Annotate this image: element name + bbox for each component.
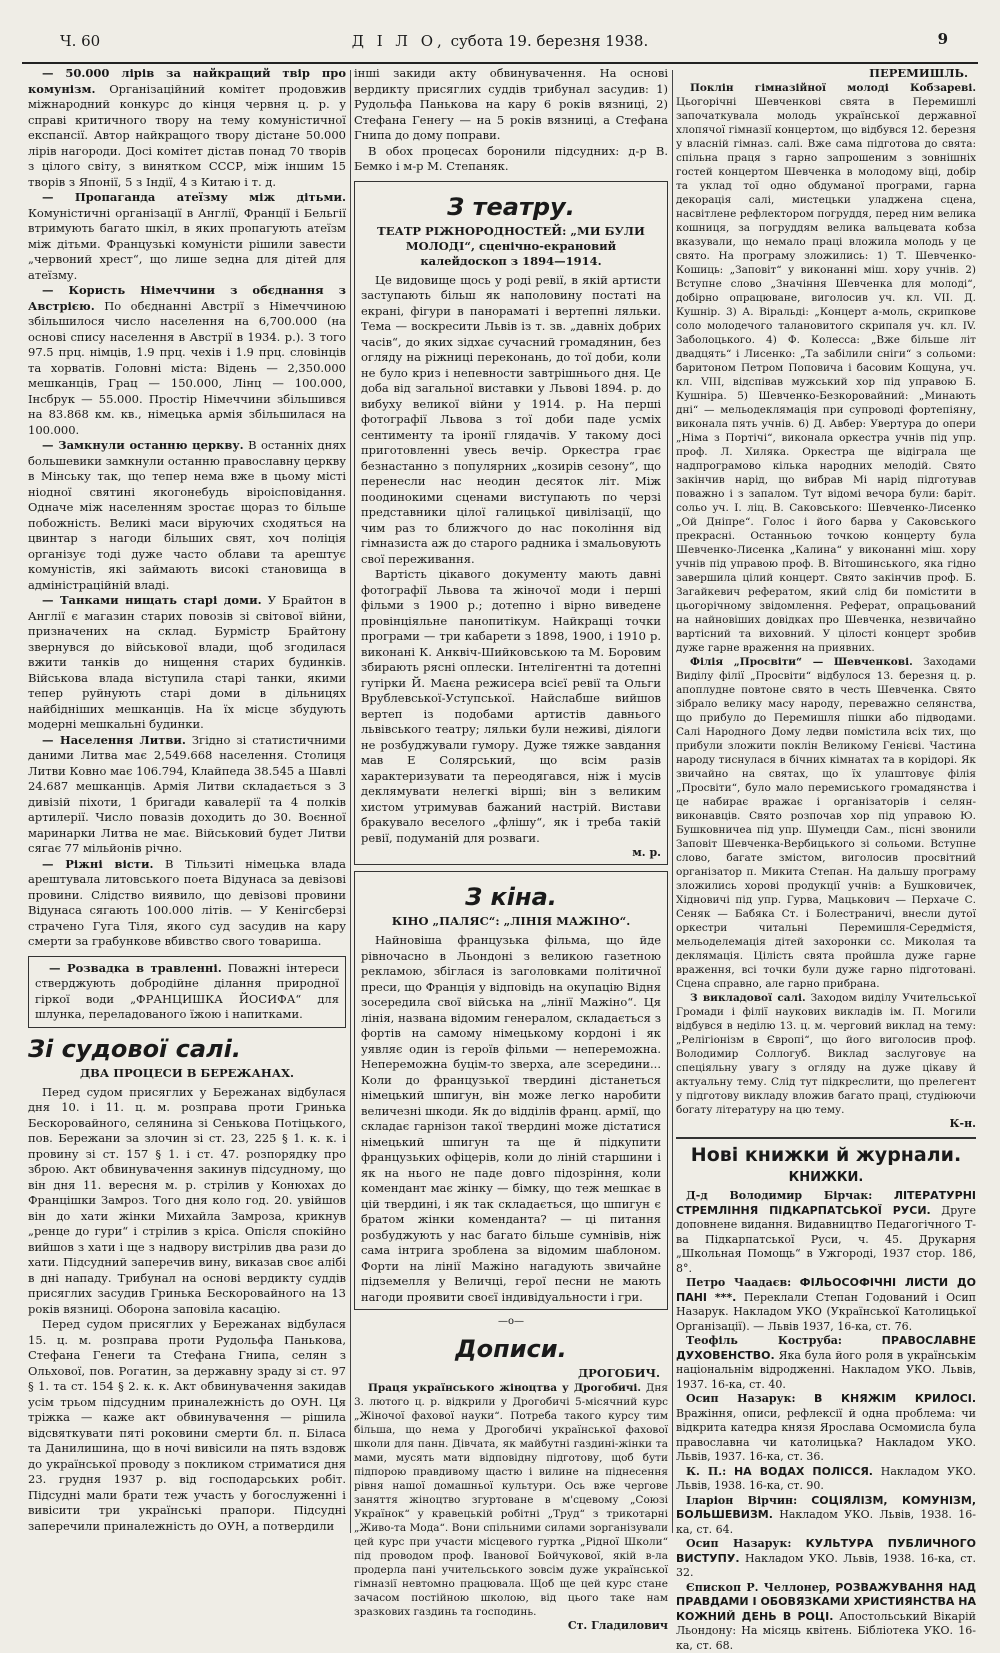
book-entry [676,1581,976,1653]
book-description: Друге доповнене видання. Видавництво Педагогічного Т-ва Підкарпатської Руси, ч. 45. Друкарня „Школьная Помощь“ в Ужгороді, 1937 стор. 186, 8°. [676,1204,976,1275]
book-entry [676,1392,976,1465]
theatre-box [354,181,668,866]
letters-body: Дня 3. лютого ц. р. відкрили у Дрогобичі 5-місячний курс „Жіночої фахової науки“. Потреба такого курсу тим більша, що нема у Дрогобичі української фахової школи для панн. Дівчата, як майбутні газдині-жінки та мами, мусять мати відповідну підготову, щоб бути підпорою правдивому щастю і вилине на піднесення рівня нашої домашньої культури. Ось вже чергове заняття жіноцтво згуртоване в м'сцевому „Союзі Українок“ у кравецькій робітні „Труд“ з трикотарні „Живо-та Мода“. Вони спільними силами зорганізували цей курс при участи місцевого гуртка „Рідної Школи“ під проводом проф. Іванової Бойчукової, якій в-ла продерла пані учительського зовсім дуже української гімназії невтомно працювала. Щоб ще цей курс стане зачасом постійною школою, від цього таке нам зразкових газдинь та господинь. [354,1382,668,1618]
news-brief-list [28,66,346,950]
books-subtitle: КНИЖКИ. [676,1169,976,1187]
book-title: СОЦІЯЛІЗМ, КОМУНІЗМ, БОЛЬШЕВИЗМ. [676,1494,976,1522]
news-item-body: Цьогорічні Шевченкові свята в Перемишлі започаткувала молодь української державної хлопячої гімназії концертом, що відбувся 12. березня у власній гімназ. салі. Вже сама підготова до свята: спільна праця з гарно запрошеним з зовнішніх гостей концертом Шевченка в молодому віці, добір та уклад тої одно обдуманої програми, гарна декорація салі, мистецьки уладжена сцена, насвітлене рефлектором погруддя, перед ним велика кошниця, за погруддям велика вальцевата кобза вказували, що немало праці вложила молодь у це свято. На програму зложились: 1) Т. Шевченко-Кошиць: „Заповіт“ у виконанні міш. хору учнів. 2) Вступне слово „Значіння Шевченка для молоді“, добірно опрацюване, виголосив уч. кл. VII. Д. Кушнір. 3) А. Віральді: „Концерт а-моль, скрипкове соло молодечого талановитого скрипаля уч. кл. IV. Заболоцького. 4) Ф. Колесса: „Вже більше літ двадцять“ і Лисенко: „Та забілили сніги“ з сольоми: баритоном Петром Поповича і басовим Кощуна, уч. кл. VIII, відспівав мужський хор під управою Б. Кушніра. 5) Шевченко-Безкоровайний: „Минають дні“ — мельодеклямація при супроводі фортепіяну, виконала пять учнів. 6) Д. Авбер: Увертура до опери „Німа з Портічі“, виконала оркестра учнів під упр. проф. Л. Хиляка. Оркестра ще відіграла ще надпрограмово кілька народних мелодій. Свято закінчив нарід, що вибрав Мі нарід підготував поважно і з запалом. Тут відомі вечора були: баріт. сольо уч. І. ліц. В. Саковського: Шевченко-Лисенко „Ой Дніпре“. Голос і його барва у Саковського прекрасні. Останньою точкою концерту була Шевченко-Лисенка „Калина“ у виконанні міш. хору учнів під управою проф. В. Вітошинського, яка гідно завершила цілий концерт. Свято закінчив проф. Б. Загайкевич рефератом, який слід би помістити в цьогорічному звідомлення. Реферат, опрацьований на найновіших довідках про Шевченка, незвичайно вартісний та виховний. У цілості концерт зробив дуже гарне враження на приявних. [676,96,976,654]
theatre-paragraph: Вартість цікавого документу мають давні фотографії Львова та жіночої моди і перші фільми з 1900 р.; дотепно і вірно виведене провінціяльне панопитікум. Найкращі точки програми — три кабарети з 1898, 1900, і 1910 р. виконані К. Анквіч-Шийковською та М. Боровим збирають рясні оплески. Інтелігентні та дотепні гутірки Й. Маєна режисера всієї ревії та Ольги Врублевської-Уступської. Найслабше вийшов вертеп із подобами артистів давнього львівського театру; ляльки були неживі, діялоги не розбуджували гумору. Дуже тяжке завдання мав Е Солярський, що всім разів характеризувати та переодягався, ніж і мусів деклямувати нелегкі вірші; він з великим хистом утримував бажаний настрій. Вистави бракувало веселого „флішу“, як і треба такій ревії, подуманій для розваги. [361,567,661,846]
book-author: Осип Назарук: [686,1537,791,1550]
news-item-body: По обєднанні Австрії з Німеччиною збільшилося число населення на 6,700.000 (на основі спису населення в Австрії в 1934. р.). З того 97.5 прц. німців, 1.9 прц. чехів і 1.9 прц. словінців та хорватів. Головні міста: Відень — 2,350.000 мешканців, Грац — 150.000, Лінц — 100.000, Інсбрук — 55.000. Простір Німеччини збільшився на 83.868 км. кв., німецька армія збільшилася на 100.000. [28,299,346,437]
news-item [28,593,346,733]
cinema-box [354,871,668,1310]
issue-part: Ч. 60 [60,32,100,50]
masthead [22,32,978,50]
book-description: Накладом УКО. Львів, 1938. 16-ка, ст. 90. [676,1465,976,1493]
news-item-body: Заходом виділу Учительської Громади і філії наукових викладів ім. П. Могили відбувся в неділю 13. ц. м. черговий виклад на тему: „Релігіонізм в Європі“, що його виголосив проф. Володимир Соллогуб. Виклад заслуговує на спеціяльну увагу з огляду на дуже цікаву й актуальну тему. Слід тут підкреслити, що прелегент у підготову викладу вложив багато праці, студіюючи богату літературу на цю тему. [676,992,976,1116]
notice-text [35,961,339,1023]
book-description: Накладом УКО. Львів, 1938. 16-ка, ст. 32. [676,1552,976,1580]
book-description: Вражіння, описи, рефлексії й одна проблема: чи відкрита катедра князя Ярослава Осмомисла була православна чи католицька? Накладом УКО. Львів, 1937. 16-ка, ст. 36. [676,1407,976,1464]
book-list [676,1189,976,1653]
book-author: Теофіль Коструба: [686,1334,842,1347]
book-description: Накладом УКО. Львів, 1938. 16-ка, ст. 64. [676,1508,976,1536]
news-item [28,283,346,438]
news-item-body: В Тільзиті німецька влада арештувала литовського поета Відунаса за девізові провини. Слідство виявило, що девізові провини Відунаса сягають 100.000 літів. — У Кенігсберзі страчено Гуга Тіля, якого суд засудив на кару смерти за грабункове вбивство свого товариша. [28,857,346,949]
book-entry [676,1494,976,1538]
books-section-title: Нові книжки й журнали. [676,1143,976,1167]
book-author: Єпископ Р. Челлонер, [686,1581,830,1594]
book-title: В КНЯЖІМ КРИЛОСІ. [814,1392,976,1405]
column-3 [676,66,976,1536]
news-item-body: У Брайтон в Англії є магазин старих повозів зі світової війни, призначених на склад. Бурмістр Брайтону звернувся до військової влади, щоб згодилася вжити танків до нищення старих будинків. Військова влада віступила старі танки, якими тепер руйнують старі доми в дільницях найбідніших мешканців. На їх місце збудують модерні мешкальні будинки. [28,593,346,731]
news-item-body: В останніх днях большевики замкнули останню православну церкву в Мінську так, що тепер нема вже в цьому місті ніодної святині якогонебудь віроісповідання. Одначе між населенням зростає щораз то більше побожність. Великі маси віруючих сходяться на цвинтар з нагоди більших свят, хоч поліція організує тоді дуже часто облави та арештує комуністів, які займають високі становища в адміністраційній владі. [28,438,346,592]
cinema-paragraph: Найновіша французька фільма, що йде рівночасно в Льондоні з великою газетною рекламою, збіглася із заголовками політичної преси, що Франція у відповідь на окупацію Відня зосередила свої війська на „лінії Мажіно“. Ця лінія, названа відомим генералом, складається з фортів на самому німецькому кордоні і як уявляє один із героїв фільми — непереможна. Непереможна буцім-то зверха, але зсередини... Коли до французької твердині дістанеться німецький шпигун, він може легко наробити величезні шкоди. Як до відділів франц. армії, що складає гарнізон такої твердині може дістатися німецький шпигун та ще й підкупити французьких офіцерів, коли до ліній старшини і як на нього не паде довго підозріння, коли комендант має жінку — бімку, що теж мешкає в цій твердині, і як так складається, що шпигун є братом жінки коменданта? — ці питання розбуджують у нас багато більше сумнівів, ніж сама інтрига зроблена за відомим шаблоном. Форти на лінії Мажіно нагадують звичайне підземелля у Величці, герої песни не мають нагоди проявити своєї індивідуальности і гри. [361,933,661,1305]
cinema-section-title: З кіна. [361,882,661,912]
letters-text [354,1381,668,1619]
news-item-lead: — 50.000 лірів за найкращий твір про комунізм. [28,66,346,96]
book-entry [676,1189,976,1276]
cinema-subhead: КІНО „ПАЛЯС“: „ЛІНІЯ МАЖІНО“. [367,914,655,929]
column-1 [28,66,346,1536]
book-title: ФІЛЬОСОФІЧНІ ЛИСТИ ДО ПАНІ ***. [676,1276,976,1304]
separator: —o— [354,1316,668,1328]
book-entry [676,1276,976,1334]
book-description: Апостольський Вікарій Льондону: На місяць квітень. Бібліотека УКО. 16-ка, ст. 68. [676,1610,976,1652]
letters-section-title: Дописи. [354,1334,668,1364]
court-paragraph: Перед судом присяглих у Бережанах відбулася дня 10. і 11. ц. м. розправа проти Гринька Бескоровайного, селянина зі Сенькова Потіцького, пов. Бережани за злочин зі ст. 23, 225 § 1. к. к. і провину зі ст. 157 § 1. і ст. 47. розпорядку про зброю. Акт обвинувачення закинув підсудному, що він дня 11. вересня м. р. стрілив у Конюхах до Францішки Замроз. Того дня коло год. 20. увійшов він до хати жінки Михайла Замроза, крикнув „ренце до гури“ і стрілив з кріса. Опісля спокійно вийшов з хати і ще з надвору вистрілив два рази до хати. Підсудний заперечив вину, виказав своє алібі в дні нападу. Трибунал на основі вердикту суддів присяглих засудив Гринька Бескоровайного на 13 років вязниці. Оборона заповіла касацію. [28,1085,346,1318]
news-item [676,81,976,655]
book-author: Петро Чаадаєв: [686,1276,791,1289]
book-entry [676,1465,976,1494]
notice-box [28,956,346,1028]
news-item [28,190,346,283]
court-section-title: Зі судової салі. [28,1034,346,1064]
news-item-body: Організаційний комітет продовжив міжнародний конкурс до кінця червня ц. р. у справі критичного твору на тему комуністичної експансії. Автор найкращого твору дістане 50.000 лірів нагороди. Досі комітет дістав понад 70 творів з цілого світу, з винятком СССР, між іншим 15 творів з Японії, 5 з Індії, 4 з Китаю і т. д. [28,82,346,189]
news-item-body: Згідно зі статистичними даними Литва має 2,549.668 населення. Столиця Литви Ковно має 106.794, Клайпеда 38.545 а Шавлі 24.687 мешканців. Армія Литви складається з 3 дивізій піхоти, 1 бригади кавалерії та 4 полків артилерії. Число повазів доходить до 30. Воєнної маринарки Литва не має. Військовий будет Литви сягає 77 мільйонів річно. [28,733,346,856]
news-item-lead: — Замкнули останню церкву. [42,438,244,452]
books-rule [676,1137,976,1139]
book-description: Яка була його роля в українськім національнім відродженні. Накладом УКО. Львів, 1937. 16-ка, ст. 40. [676,1349,976,1391]
news-item [676,991,976,1117]
book-title: ПРАВОСЛАВНЕ ДУХОВЕНСТВО. [676,1334,976,1362]
news-item-lead: — Танками нищать старі доми. [42,593,262,607]
news-item-lead: З викладової салі. [690,992,806,1004]
book-title: РОЗВАЖУВАННЯ НАД ПРАВДАМИ І ОБОВЯЗКАМИ ХРИСТИЯНСТВА НА КОЖНИЙ ДЕНЬ В РОЦІ. [676,1581,976,1623]
notice-lead: — Розвадка в травленні. [49,961,222,975]
news-item-lead: Філія „Просвіти“ — Шевченкові. [690,656,913,668]
theatre-subhead: ТЕАТР РІЖНОРОДНОСТЕЙ: „МИ БУЛИ МОЛОДІ“, сценічно-екрановий калейдоскоп з 1894—1914. [367,224,655,269]
book-description: Переклали Степан Годований і Осип Назарук. Накладом УКО (Української Католицької Організації). — Львів 1937, 16-ка, ст. 76. [676,1291,976,1333]
news-item-lead: — Користь Німеччини з обєднання з Австрією. [28,283,346,313]
news-item-body: Комуністичні організації в Англії, Франції і Бельгії втримують багато шкіл, в яких пропагують атеїзм між дітьми. Французькі комуністи рішили завести „червоний хрест“, що лише зедна для дітей для атеїзму. [28,206,346,282]
book-title: КУЛЬТУРА ПУБЛИЧНОГО ВИСТУПУ. [676,1537,976,1565]
book-author: Д-д Володимир Бірчак: [686,1189,872,1202]
news-item [28,66,346,190]
page-number: 9 [938,30,948,48]
news-item-lead: — Ріжні вісти. [42,857,154,871]
news-item-lead: — Пропаганда атеїзму між дітьми. [42,190,346,204]
book-author: Іларіон Вірчин: [686,1494,797,1507]
news-item [28,438,346,593]
issue-date: субота 19. березня 1938. [451,32,649,50]
peremyshl-place: ПЕРЕМИШЛЬ. [676,66,976,81]
news-item [28,857,346,950]
book-title: НА ВОДАХ ПОЛІССЯ. [734,1465,873,1478]
page-header [22,24,978,64]
book-entry [676,1334,976,1392]
peremyshl-news-list [676,81,976,1117]
letters-signature: Ст. Гладилович [354,1619,668,1633]
court-paragraph: Перед судом присяглих у Бережанах відбулася 15. ц. м. розправа проти Рудольфа Панькова, Стефана Генеги та Стефана Гнипа, селян з Ольхової, пов. Рогатин, за державну зраду зі ст. 97 § 1. та ст. 154 § 2. к. к. Акт обвинувачення закидав усім трьом підсудним приналежність до ОУН. Ця тріжка — каже акт обвинувачення — рішила відсвяткувати пяті роковини смерти бл. п. Біласа та Данилишина, що в ночі вивісили на пять вздовж до української проводу з покликом стриматися дня 23. грудня 1937 р. від господарських робіт. Підсудні мали брати теж участь у богослуженні і вивісити три українські прапори. Підсудні заперечили приналежність до ОУН, а потвердили [28,1317,346,1534]
book-entry [676,1537,976,1581]
theatre-paragraph: Це видовище щось у роді ревії, в якій артисти заступають більш як наполовину постаті на екрані, фігури в панораматі і вертепні ляльки. Тема — воскресити Львів із т. зв. „давніх добрих часів“, до яких зідхає сучасний громадянин, без огляду на ріжниці переконань, до тої доби, коли не було криз і непевности завтрішнього дня. Це доба від загальної виставки у Львові 1894. р. до вибуху великої війни у 1914. р. На перші фотографії Львова з тої доби паде усміх сентименту та іронії глядачів. У такому досі приготовленні увесь вечір. Оркестра грає безнастанно з популярних „козирів сезону“, що перенесли нас неодин десяток літ. Між поодинокими сценами виступають по черзі представники цілої галицької цивілізації, що чим раз то ближчого до нас покоління від гімназиста аж до старого радника і змальовують свої переживання. [361,273,661,568]
column-rule-2 [672,70,673,1533]
news-item-body: Заходами Виділу філії „Просвіти“ відбулося 13. березня ц. р. апоплудне повтоне свято в честь Шевченка. Свято зібрало велику масу народу, переважно селянства, що прибуло до Перемишля пішки або підводами. Салі Народного Дому ледви помістила всіх тих, що прибули зложити поклін Великому Генієві. Частина народу тиснулася в бічних кімнатах та в корідорі. Як звичайно на святах, що їх улаштовує філія „Просвіти“, було мало перемиського громадянства і це набирає вражає і організаторів і селян-виконавців. Свято розпочав хор під управою Ю. Бушковничеа під упр. Шумецди Сам., пісні звонили Заповіт Шевченка-Вербицького зі сольоми. Вступне слово, багате змістом, виголосив просвітний організатор п. Микита Степан. На дальшу програму зложились хорові продукції учнів: а Бушковичек, Хідновичі під упр. Гурва, Мацькович — Перхаче С. Сеняк — Бабяка Ст. і Болестраничі, внесли дутої оркестри читальні Перемишля-Середмістя, мельоделемація дітей захоронки сс. Миколая та деклямація. Цілість свята пройшла дуже гарне враження, всі точки були дуже гарно підготовані. Сцена справно, але гарно прибрана. [676,656,976,990]
court-continuation: інші закиди акту обвинувачення. На основі вердикту присяглих суддів трибунал засудив: 1) Рудольфа Панькова на кару 6 років вязниці, 2) Стефана Генегу — на 5 років вязниці, а Стефана Гнипа до дому поправи. [354,66,668,144]
book-title: ЛІТЕРАТУРНІ СТРЕМЛІННЯ ПІДКАРПАТСЬКОЇ РУСИ. [676,1189,976,1217]
paper-name: Д І Л О, [352,32,446,50]
theatre-signature: м. р. [361,846,661,860]
peremyshl-signature: К-н. [676,1117,976,1131]
letters-lead: Праця українського жіноцтва у Дрогобичі. [368,1382,641,1394]
column-2 [354,66,668,1536]
theatre-section-title: З театру. [361,192,661,222]
news-item-lead: Поклін гімназійної молоді Кобзареві. [690,82,976,94]
news-item [28,733,346,857]
news-item [676,655,976,991]
column-rule-1 [350,70,351,1533]
book-author: Осип Назарук: [686,1392,796,1405]
court-subhead: ДВА ПРОЦЕСИ В БЕРЕЖАНАХ. [34,1066,340,1081]
book-author: К. П.: [686,1465,726,1478]
notice-body: Поважні інтереси стверджують добродійне ділання природної гіркої води „ФРАНЦИШКА ЙОСИФА“ для шлунка, переладованого їжою і напитками. [35,961,339,1022]
court-defenders: В обох процесах боронили підсудних: д-р В. Бемко і м-р М. Степаняк. [354,144,668,175]
letters-place: ДРОГОБИЧ. [354,1366,668,1381]
news-item-lead: — Населення Литви. [42,733,186,747]
